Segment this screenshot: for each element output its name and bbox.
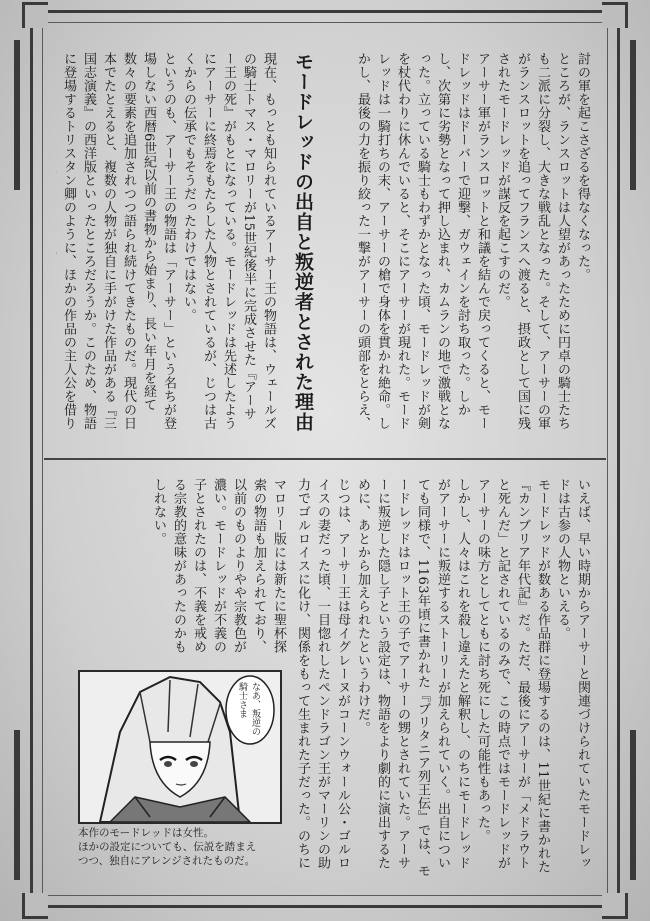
body-text-bottom-left <box>64 478 288 658</box>
frame-side-ornament <box>630 730 636 880</box>
body-text-top-left <box>56 52 278 432</box>
caption-line: ほかの設定についても、伝説を踏まえ <box>78 841 257 853</box>
frame-corner <box>602 893 628 919</box>
paragraph: アーサー軍がランスロットと和議を結んで戻ってくると、モードレッドはドーバーで迎撃、ガウェインを討ち取った。しかし、次第に劣勢となって押し込まれ、カムランの地で激戦となった。立っている騎士もわずかとなった頃、モードレッドが剣を杖代わりに休んでいると、そこにアーサーが現れた。モードレッドは一騎打ちの末、アーサーの槍で身体を貫かれ絶命。しかし、最後の力を振り絞った一撃がアーサーの頭部をとらえ、 <box>355 52 490 430</box>
caption-line: 本作のモードレッドは女性。 <box>78 827 214 839</box>
frame-side-ornament <box>14 40 20 190</box>
body-text-bottom-right <box>292 478 592 880</box>
paragraph: じつは、アーサー王は母イグレーヌがコーンウォール公・ゴルロイスの妻だった頃、一目惚れしたペンドラゴン王がマーリンの助力でゴルロイスに化け、関係をもって生まれた子だった。のちに <box>295 478 350 870</box>
caption-line: つつ、独自にアレンジされたものだ。 <box>78 855 256 867</box>
frame-corner <box>602 2 628 28</box>
frame-corner <box>22 2 48 28</box>
paragraph: ところが、ランスロットは人望があったために円卓の騎士たちも二派に分裂し、大きな戦乱となった。そして、アーサーの軍がランスロットを追ってフランスへ渡ると、摂政として国に残されたモードレッドが謀反を起こすのだ。 <box>495 52 570 430</box>
frame-corner <box>22 893 48 919</box>
character-illustration <box>78 670 282 824</box>
frame-side-ornament <box>630 40 636 190</box>
paragraph: というのも、アーサー王の物語は「アーサー」という名ちが登場しない西暦6世紀以前の書物から始まり、長い年月を経て数々の要素を追加されつつ語られ続けてきたものだ。現代の日本でたとえると、複数の人物が独自に手がけた作品がある『三国志演義』の西洋版といったところだろうか。このため、物語に登場するトリスタン卿のように、ほかの作品の主人公を借り <box>61 52 176 430</box>
illustration-caption <box>78 826 288 868</box>
paragraph: しかし、人々はこれを殺し違えたと解釈し、のちにモードレッドがアーサーに叛逆するストーリーが加えられていく。出自についても同様で、1163年頃に書かれた『ブリタニア列王伝』では、モードレッドはロット王の子でアーサーの甥とされていた。アーサーに叛逆した隠し子という設定は、物語をより劇的に演出するために、あとから加えられたというわけだ。 <box>355 478 470 878</box>
paragraph: マロリー版には新たに聖杯探索の物語も加えられており、以前のものよりやや宗教色が濃い。モードレッドが不義の子とされたのは、不義を戒める宗教的意味があったのかもしれない。 <box>151 478 286 654</box>
paragraph: いえば、早い時期からアーサーと関連づけられていたモードレッドは古参の人物といえる。 <box>555 478 590 870</box>
frame-side-ornament <box>14 730 20 880</box>
paragraph: 現在、もっとも知られているアーサー王の物語は、ウェールズの騎士トマス・マロリーが15世紀後半に完成させた『アーサー王の死』がもとになっている。モードレッドは先述したようにアーサーに終焉をもたらした人物とされているが、じつは古くからの伝承でもそうだったわけではない。 <box>181 52 276 430</box>
paragraph: 討の軍を起こさざるを得なくなった。 <box>575 52 590 282</box>
speech-bubble-text: なあ、叛逆の騎士さま <box>237 682 260 736</box>
paragraph: モードレッドが数ある作品群に登場するのは、11世紀に書かれた『カンブリア年代記』だ。ただ、最後にアーサーが「メドラウトと死んだ」と記されているのみで、この時点ではモードレッドがアーサーの味方としてともに討ち死にした可能性もあった。 <box>475 478 550 874</box>
section-divider <box>44 458 606 460</box>
section-heading: モードレッドの出自と叛逆者とされた理由 <box>292 52 314 432</box>
body-text-top-right <box>352 52 592 432</box>
